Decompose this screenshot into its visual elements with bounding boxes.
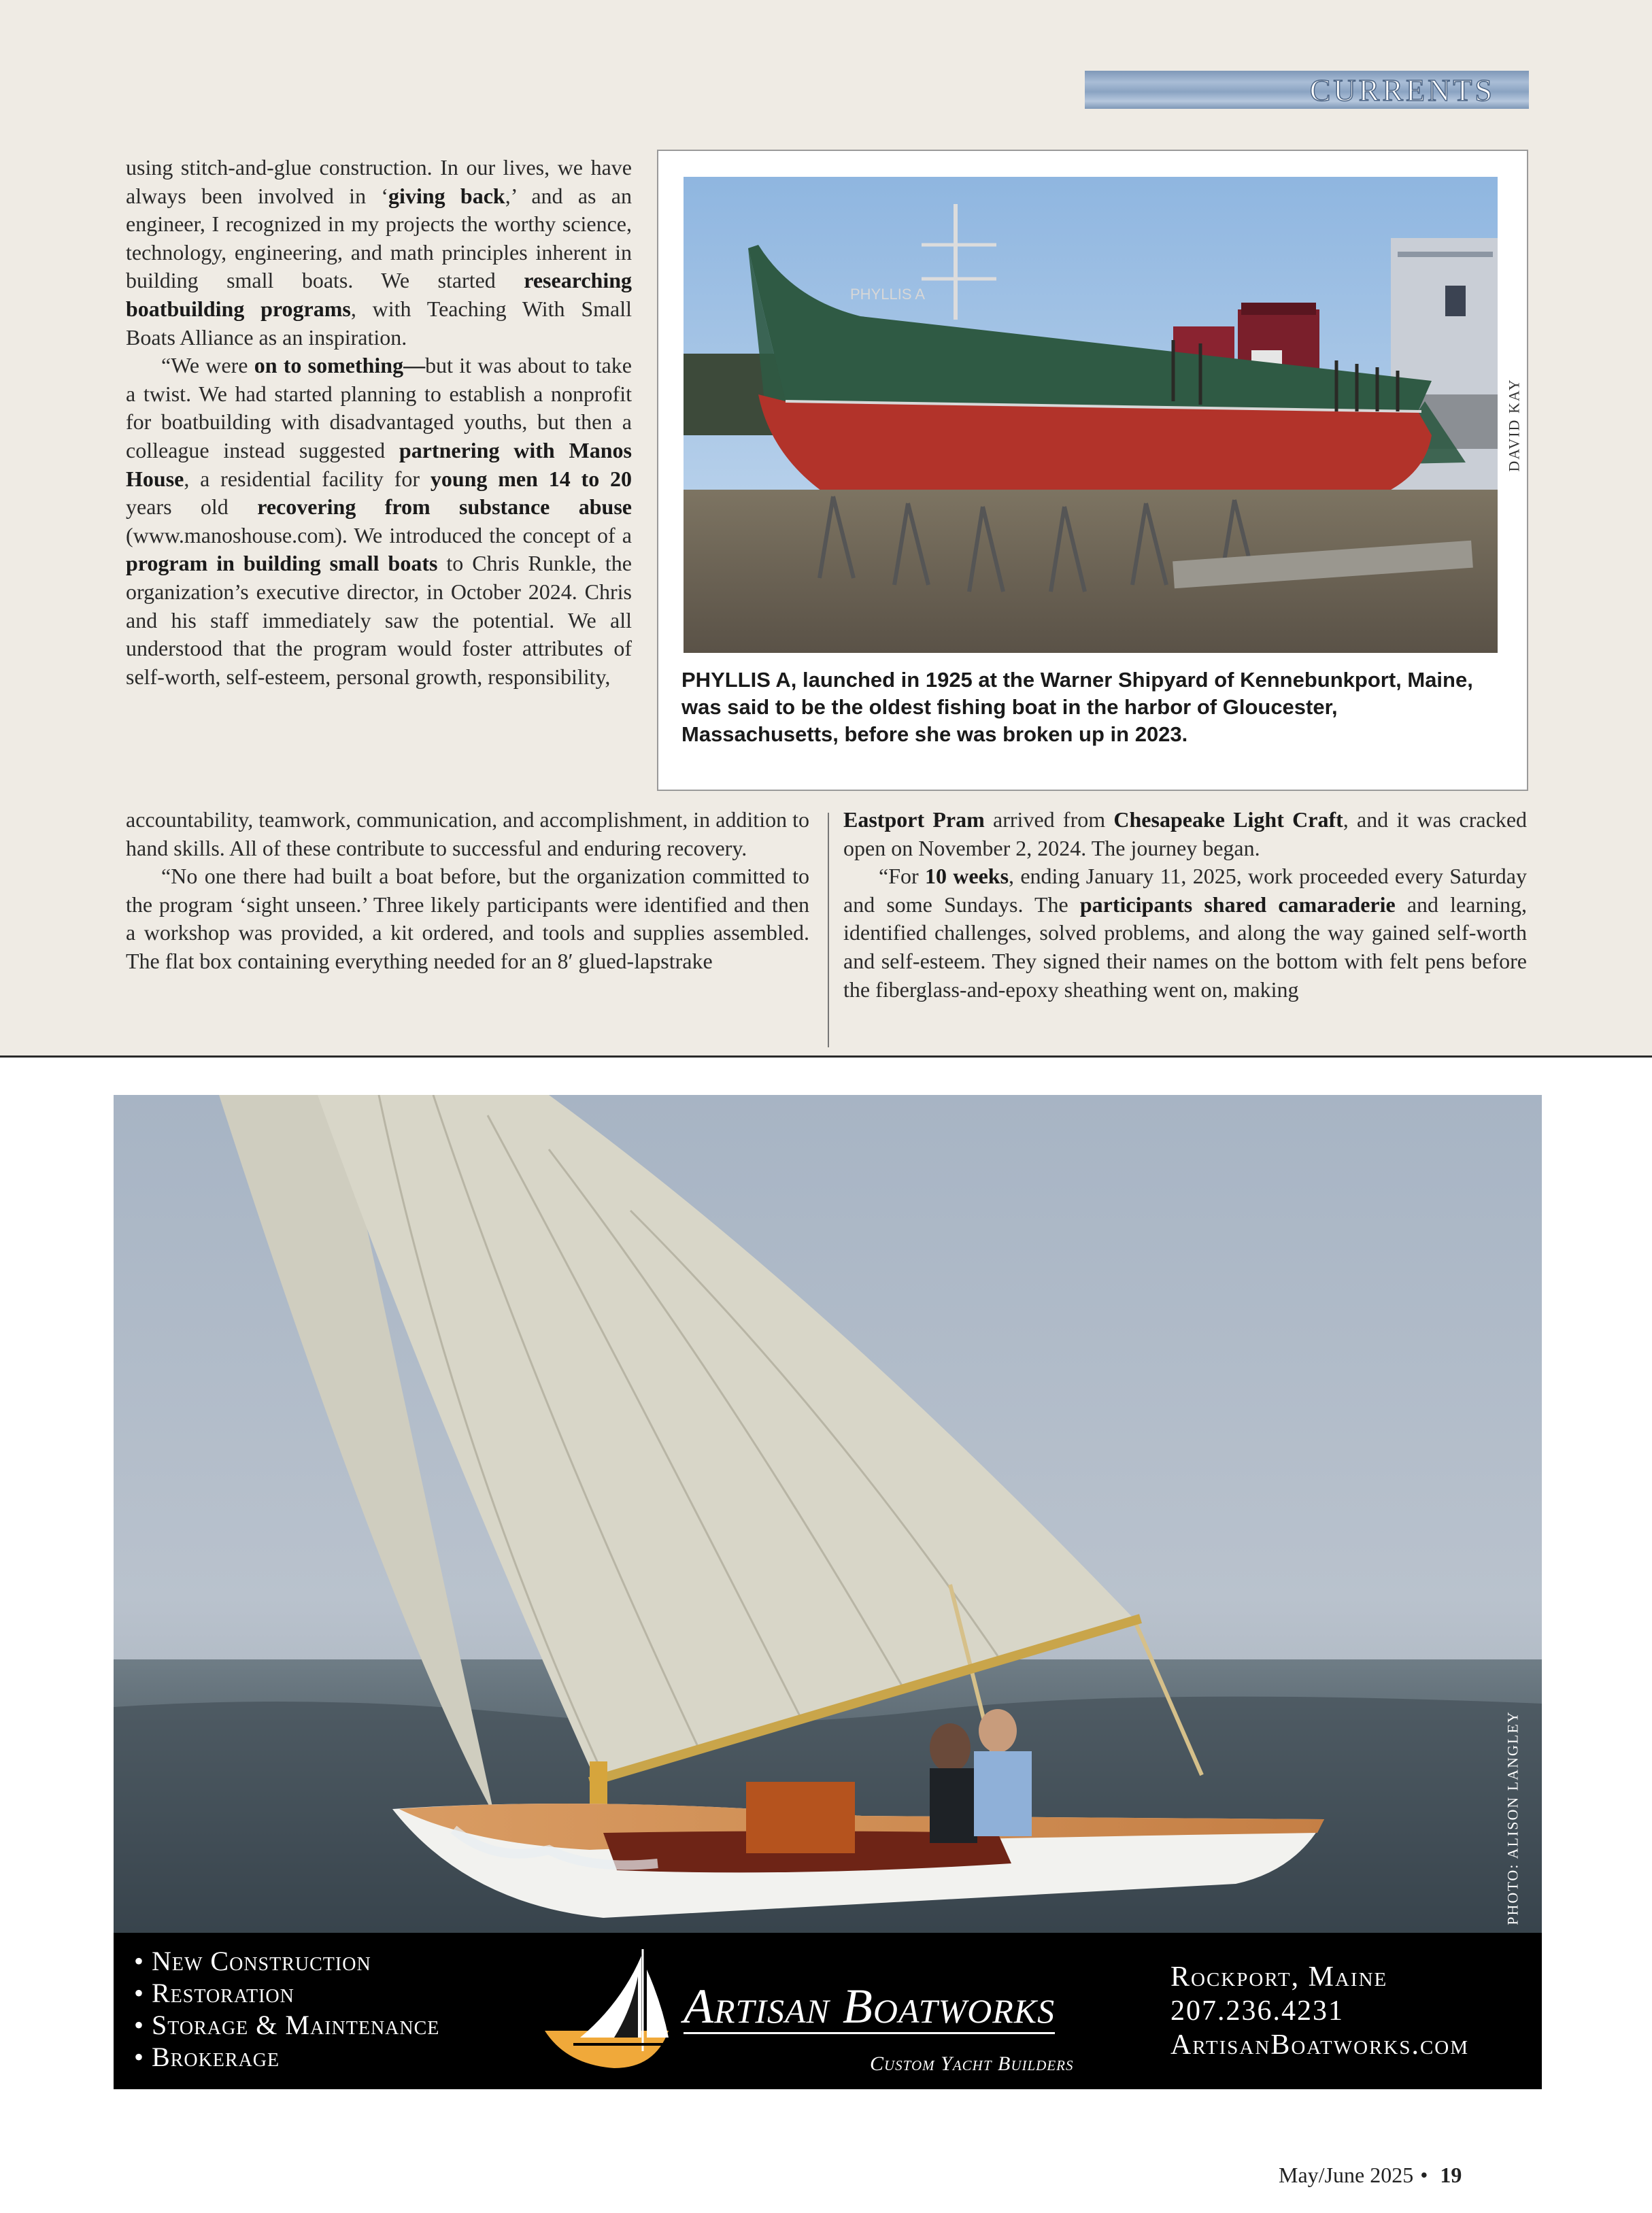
bold-text-run: Chesapeake Light Craft (1113, 807, 1343, 832)
page-footer (1279, 2163, 1462, 2188)
text-run: , and it was cracked open on November 2, 2024. The journey began. (843, 807, 1528, 860)
section-title: CURRENTS (1309, 72, 1495, 107)
footer-separator: • (1420, 2163, 1428, 2187)
bold-text-run: Eastport Pram (843, 807, 985, 832)
service-item: • New Construction (134, 1946, 371, 1976)
text-run: “No one there had built a boat before, but the organization committed to the program ‘sight unseen.’ Three likely participants were identified and then a workshop was provided, a kit ordered, and tools and supplies assembled. The flat box containing everything needed for an 8′ glued-lapstrake (126, 864, 809, 973)
text-run: years old (126, 494, 258, 520)
bold-text-run: on to something— (254, 353, 426, 378)
bold-text-run: young men 14 to 20 (430, 466, 633, 491)
article-paragraph (126, 154, 632, 352)
section-header-tab (1085, 71, 1529, 109)
ad-tagline: Custom Yacht Builders (870, 2052, 1074, 2075)
text-run: accountability, teamwork, communication, and accomplishment, in addition to hand skills. All of these contribute to successful and enduring recovery. (126, 807, 809, 860)
bold-text-run: 10 weeks (924, 864, 1009, 889)
text-run: , with Teaching With Small Boats Alliance as an inspiration. (126, 296, 633, 350)
column-divider (828, 813, 829, 1047)
ad-photo-credit: PHOTO: ALISON LANGLEY (1504, 1710, 1521, 1925)
text-run: , a residential facility for (184, 466, 431, 491)
photo-credit: DAVID KAY (1505, 378, 1523, 472)
ad-info-band (114, 1933, 1542, 2089)
page-number: 19 (1440, 2163, 1462, 2187)
ad-services-list (134, 1945, 439, 2073)
bold-text-run: program in building small boats (126, 551, 438, 576)
text-run: ,’ and as an engineer, I recognized in my projects the worthy science, technology, engineering, and math principles inherent in building small boats. We started (126, 183, 633, 293)
text-run: (www.manoshouse.com). We introduced the concept of a (126, 522, 632, 547)
sailboat-photo (114, 1095, 1542, 1933)
service-item: • Restoration (134, 1978, 294, 2008)
article-paragraph (843, 806, 1527, 862)
hull-name-text: PHYLLIS A (850, 286, 926, 303)
article-column-left (126, 806, 809, 976)
text-run: “For (879, 864, 925, 889)
ad-brand-name: Artisan Boatworks (684, 1979, 1056, 2033)
article-paragraph (843, 862, 1527, 1004)
artisan-boatworks-ad[interactable] (114, 1095, 1542, 2089)
bold-text-run: participants shared camaraderie (1079, 892, 1396, 917)
article-paragraph (126, 352, 632, 691)
sailboat-logo-icon (539, 1949, 675, 2078)
service-item: • Brokerage (134, 2042, 280, 2072)
text-run: to Chris Runkle, the organization’s executive director, in October 2024. Chris and his staff immediately saw the potential. We all understood that the program would foster attributes of self-worth, self-esteem, personal growth, responsibility, (126, 551, 633, 689)
article-paragraph (126, 862, 809, 975)
service-item: • Storage & Maintenance (134, 2010, 440, 2040)
bold-text-run: giving back (388, 183, 505, 208)
bold-text-run: partnering with Manos House (126, 437, 633, 491)
ad-phone[interactable]: 207.236.4231 (1170, 1995, 1344, 2027)
article-paragraph (126, 806, 809, 862)
text-run: arrived from (984, 807, 1114, 832)
text-run: but it was about to take a twist. We had started planning to establish a nonprofit for boatbuilding with disadvantaged youths, but then a colleague instead suggested (126, 353, 633, 462)
issue-date: May/June 2025 (1279, 2163, 1414, 2187)
text-run: and learning, identified challenges, solved problems, and along the way gained self-worth and self-esteem. They signed their names on the bottom with felt pens before the fiberglass-and-epoxy sheathing went on, making (843, 892, 1527, 1002)
article-column-right (843, 806, 1527, 1004)
photo-caption: PHYLLIS A, launched in 1925 at the Warner Shipyard of Kennebunkport, Maine, was said to be the oldest fishing boat in the harbor of Gloucester, Massachusetts, before she was broken up in 2023. (681, 668, 1473, 746)
text-run: , ending January 11, 2025, work proceeded every Saturday and some Sundays. The (843, 864, 1528, 917)
text-run: “We were (161, 353, 254, 378)
bold-text-run: researching boatbuilding programs (126, 268, 632, 321)
article-column-top (126, 154, 632, 691)
text-run: using stitch-and-glue construction. In our lives, we have always been involved in ‘ (126, 155, 632, 208)
ad-website-link[interactable]: ArtisanBoatworks.com (1170, 2029, 1470, 2061)
ad-location: Rockport, Maine (1170, 1961, 1388, 1993)
phyllis-a-photo (684, 177, 1498, 653)
ad-contact-info (1170, 1960, 1469, 2062)
bold-text-run: recovering from substance abuse (257, 494, 633, 520)
